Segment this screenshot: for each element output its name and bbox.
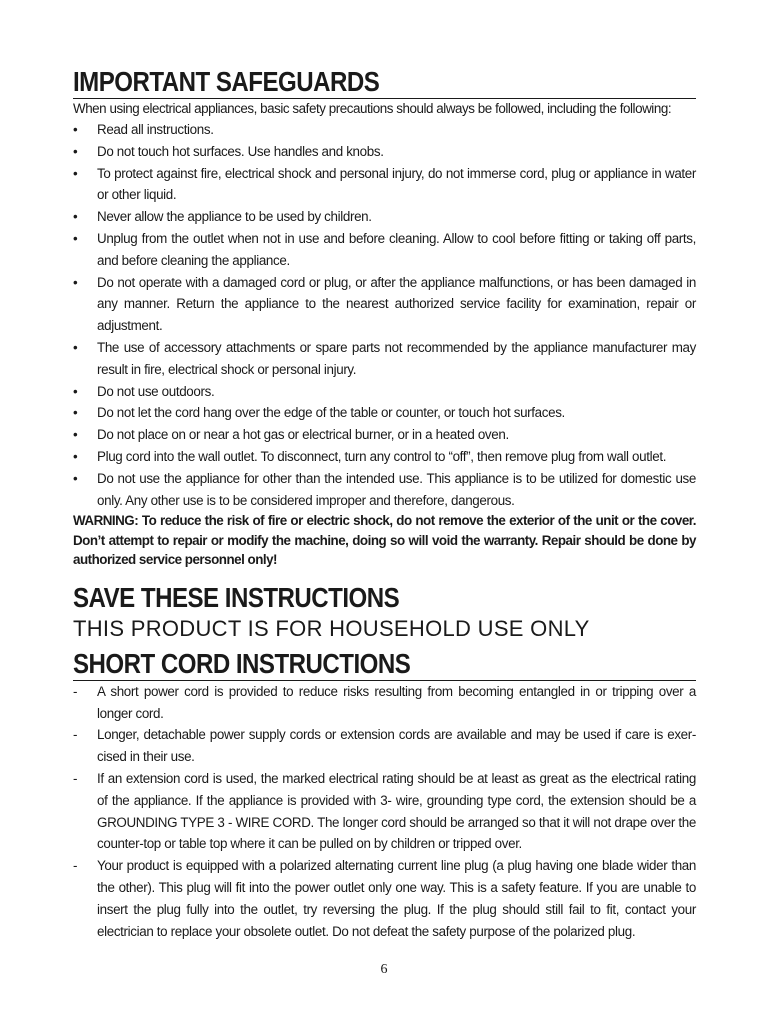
- bullet-icon: •: [73, 209, 78, 225]
- list-item-text: Do not use the appliance for other than the intended use. This appliance is to be utilized for domestic use only. Any other use is to be considered improper and therefore, dangerous.: [97, 470, 696, 508]
- list-item: [73, 272, 696, 337]
- page-number: 6: [380, 962, 388, 977]
- list-item-text: Your product is equipped with a polarized alternating current line plug (a plug having one blade wider than the other). This plug will fit into the power outlet only one way. This is a safety feature. If you are unable to insert the plug fully into the outlet, try reversing the plug. If the plug should still fail to fit, contact your electrician to replace your obsolete outlet. Do not defeat the safety purpose of the polarized plug.: [97, 858, 696, 939]
- bullet-icon: •: [73, 230, 78, 246]
- list-item-text: The use of accessory attachments or spare parts not recommended by the appliance manufacturer may result in fire, electrical shock or personal injury.: [97, 339, 696, 377]
- list-item-text: Read all instructions.: [97, 122, 214, 137]
- list-item-text: A short power cord is provided to reduce risks resulting from becoming entangled in or tripping over a longer cord.: [97, 683, 696, 721]
- list-item: [73, 768, 696, 855]
- list-item-text: Never allow the appliance to be used by children.: [97, 209, 372, 225]
- dash-icon: -: [73, 727, 78, 743]
- bullet-icon: •: [73, 405, 78, 421]
- dash-icon: -: [73, 771, 78, 787]
- list-item: [73, 724, 696, 768]
- dash-icon: -: [73, 683, 78, 699]
- list-item: [73, 446, 696, 468]
- dash-icon: -: [73, 858, 78, 874]
- safeguards-intro: When using electrical appliances, basic safety precautions should always be followed, including the following:: [73, 101, 672, 116]
- list-item-text: Do not place on or near a hot gas or electrical burner, or in a heated oven.: [97, 427, 509, 443]
- bullet-icon: •: [73, 339, 78, 355]
- bullet-icon: •: [73, 383, 78, 399]
- list-item: [73, 141, 696, 163]
- list-item: [73, 424, 696, 446]
- list-item: [73, 119, 696, 141]
- list-item: [73, 855, 696, 942]
- list-item: [73, 163, 696, 207]
- list-item-text: Unplug from the outlet when not in use and before cleaning. Allow to cool before fitting or taking off parts, and before cleaning the appliance.: [97, 230, 696, 268]
- list-item-text: Do not operate with a damaged cord or plug, or after the appliance malfunctions, or has been damaged in any manner. Return the appliance to the nearest authorized service facility for examination, repair or adjustment.: [97, 274, 696, 334]
- list-item-text: If an extension cord is used, the marked electrical rating should be at least as great as the electrical rating of the appliance. If the appliance is provided with 3- wire, grounding type cord, the extension should be a GROUNDING TYPE 3 - WIRE CORD. The longer cord should be arranged so that it will not drape over the counter-top or table top where it can be pulled on by children or tripped over.: [97, 771, 696, 852]
- bullet-icon: •: [73, 122, 78, 137]
- bullet-icon: •: [73, 427, 78, 443]
- bullet-icon: •: [73, 143, 78, 159]
- list-item: [73, 681, 696, 725]
- list-item-text: To protect against fire, electrical shock and personal injury, do not immerse cord, plug or appliance in water or other liquid.: [97, 165, 696, 203]
- short-cord-heading: SHORT CORD INSTRUCTIONS: [73, 647, 411, 679]
- bullet-icon: •: [73, 448, 78, 464]
- save-heading: SAVE THESE INSTRUCTIONS: [73, 581, 400, 613]
- list-item-text: Do not use outdoors.: [97, 383, 215, 399]
- list-item: [73, 206, 696, 228]
- safeguards-heading: IMPORTANT SAFEGUARDS: [73, 66, 380, 97]
- list-item-text: Do not let the cord hang over the edge of the table or counter, or touch hot surfaces.: [97, 405, 565, 421]
- list-item: [73, 468, 696, 512]
- bullet-icon: •: [73, 470, 78, 486]
- warning-text: WARNING: To reduce the risk of fire or electric shock, do not remove the exterior of the unit or the cover. Don’t attempt to repair or modify the machine, doing so will void the warranty. Repair should be done by authorized service personnel only!: [73, 513, 696, 568]
- list-item-text: Plug cord into the wall outlet. To disconnect, turn any control to “off”, then remove plug from wall outlet.: [97, 448, 667, 464]
- bullet-icon: •: [73, 165, 78, 181]
- list-item: [73, 337, 696, 381]
- list-item: [73, 381, 696, 403]
- bullet-icon: •: [73, 274, 78, 290]
- household-use-subtitle: THIS PRODUCT IS FOR HOUSEHOLD USE ONLY: [73, 615, 590, 641]
- list-item-text: Longer, detachable power supply cords or extension cords are available and may be used if care is exer-cised in their use.: [97, 727, 696, 765]
- list-item: [73, 228, 696, 272]
- list-item-text: Do not touch hot surfaces. Use handles and knobs.: [97, 143, 384, 159]
- short-cord-list: [73, 681, 696, 943]
- list-item: [73, 402, 696, 424]
- safeguards-list: [73, 119, 696, 511]
